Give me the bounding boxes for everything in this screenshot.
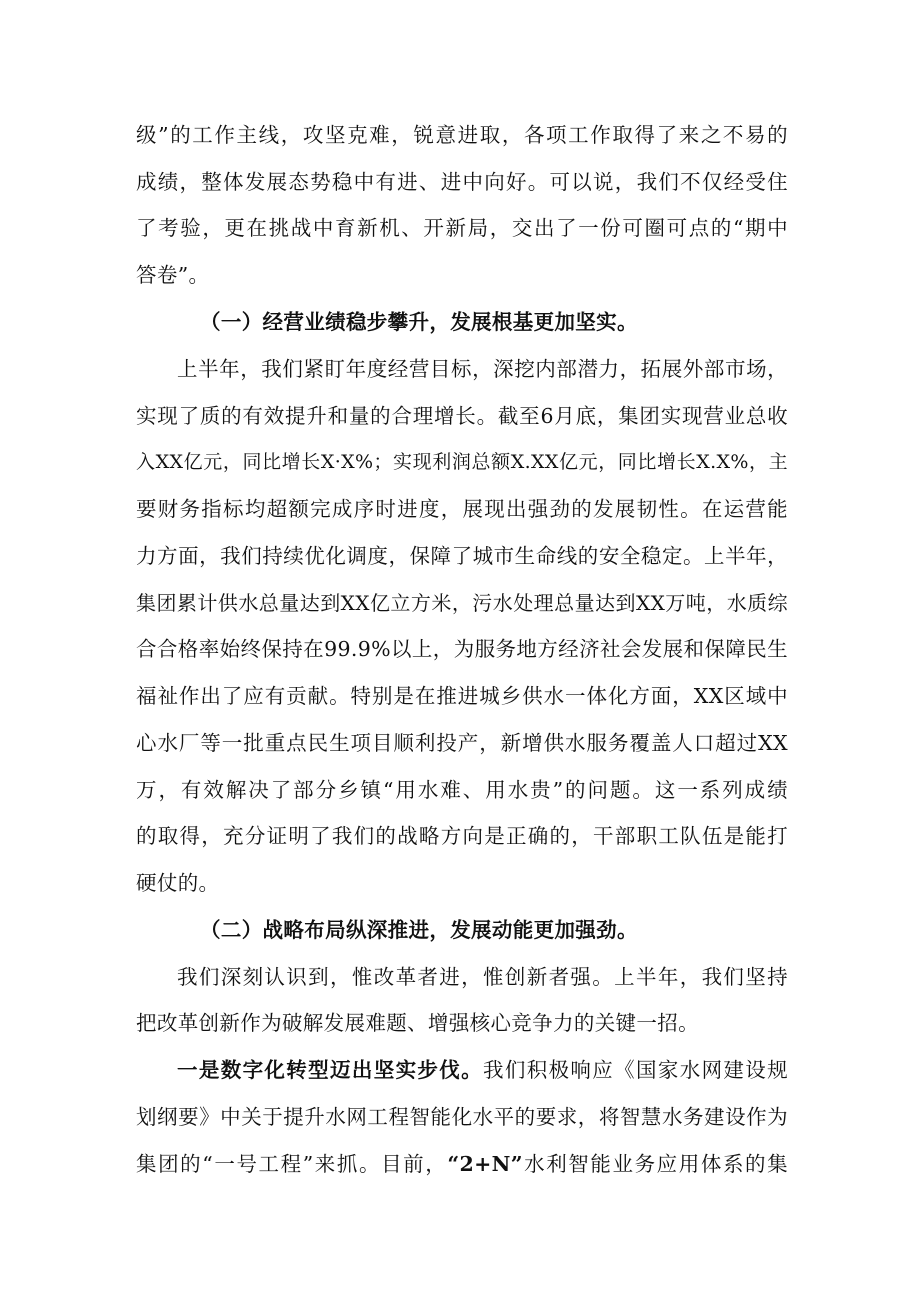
body-text-span: 我们积极响应《国家水网建设规 — [483, 1058, 788, 1082]
body-line-mixed — [177, 1052, 788, 1088]
body-line: 把改革创新作为破解发展难题、增强核心竞争力的关键一招。 — [136, 1011, 699, 1035]
subheading-digital-transformation: 一是数字化转型迈出坚实步伐。 — [177, 1058, 483, 1082]
section-heading-1: （一）经营业绩稳步攀升，发展根基更加坚实。 — [200, 310, 638, 334]
body-line: 级”的工作主线，攻坚克难，锐意进取，各项工作取得了来之不易的 — [136, 123, 788, 147]
body-line: 成绩，整体发展态势稳中有进、进中向好。可以说，我们不仅经受住 — [136, 170, 788, 194]
body-text-span: 水利智能业务应用体系的集 — [522, 1152, 788, 1176]
body-line: 上半年，我们紧盯年度经营目标，深挖内部潜力，拓展外部市场， — [177, 357, 788, 381]
body-line: 答卷”。 — [136, 263, 210, 287]
body-line: 实现了质的有效提升和量的合理增长。截至6月底，集团实现营业总收 — [136, 404, 788, 428]
body-line: 力方面，我们持续优化调度，保障了城市生命线的安全稳定。上半年， — [136, 544, 788, 568]
bold-term: “2+N” — [447, 1152, 523, 1176]
body-line: 入XX亿元，同比增长X·X%；实现利润总额X.XX亿元，同比增长X.X%，主 — [136, 451, 788, 473]
body-line: 划纲要》中关于提升水网工程智能化水平的要求，将智慧水务建设作为 — [136, 1105, 788, 1129]
body-line: 集团累计供水总量达到XX亿立方米，污水处理总量达到XX万吨，水质综 — [136, 591, 788, 615]
body-line: 的取得，充分证明了我们的战略方向是正确的，干部职工队伍是能打 — [136, 824, 788, 848]
body-text-span: 集团的“一号工程”来抓。目前， — [136, 1152, 448, 1176]
body-line: 我们深刻认识到，惟改革者进，惟创新者强。上半年，我们坚持 — [177, 965, 788, 989]
body-line: 万，有效解决了部分乡镇“用水难、用水贵”的问题。这一系列成绩 — [136, 778, 788, 802]
body-line-mixed — [136, 1146, 788, 1182]
body-line: 了考验，更在挑战中育新机、开新局，交出了一份可圈可点的“期中 — [136, 216, 788, 240]
body-line: 要财务指标均超额完成序时进度，展现出强劲的发展韧性。在运营能 — [136, 497, 788, 521]
body-line: 合合格率始终保持在99.9%以上，为服务地方经济社会发展和保障民生 — [136, 637, 788, 661]
section-heading-2: （二）战略布局纵深推进，发展动能更加强劲。 — [200, 918, 638, 942]
body-line: 心水厂等一批重点民生项目顺利投产，新增供水服务覆盖人口超过XX — [136, 731, 788, 755]
body-line: 福祉作出了应有贡献。特别是在推进城乡供水一体化方面，XX区域中 — [136, 684, 788, 708]
body-line: 硬仗的。 — [136, 871, 220, 895]
